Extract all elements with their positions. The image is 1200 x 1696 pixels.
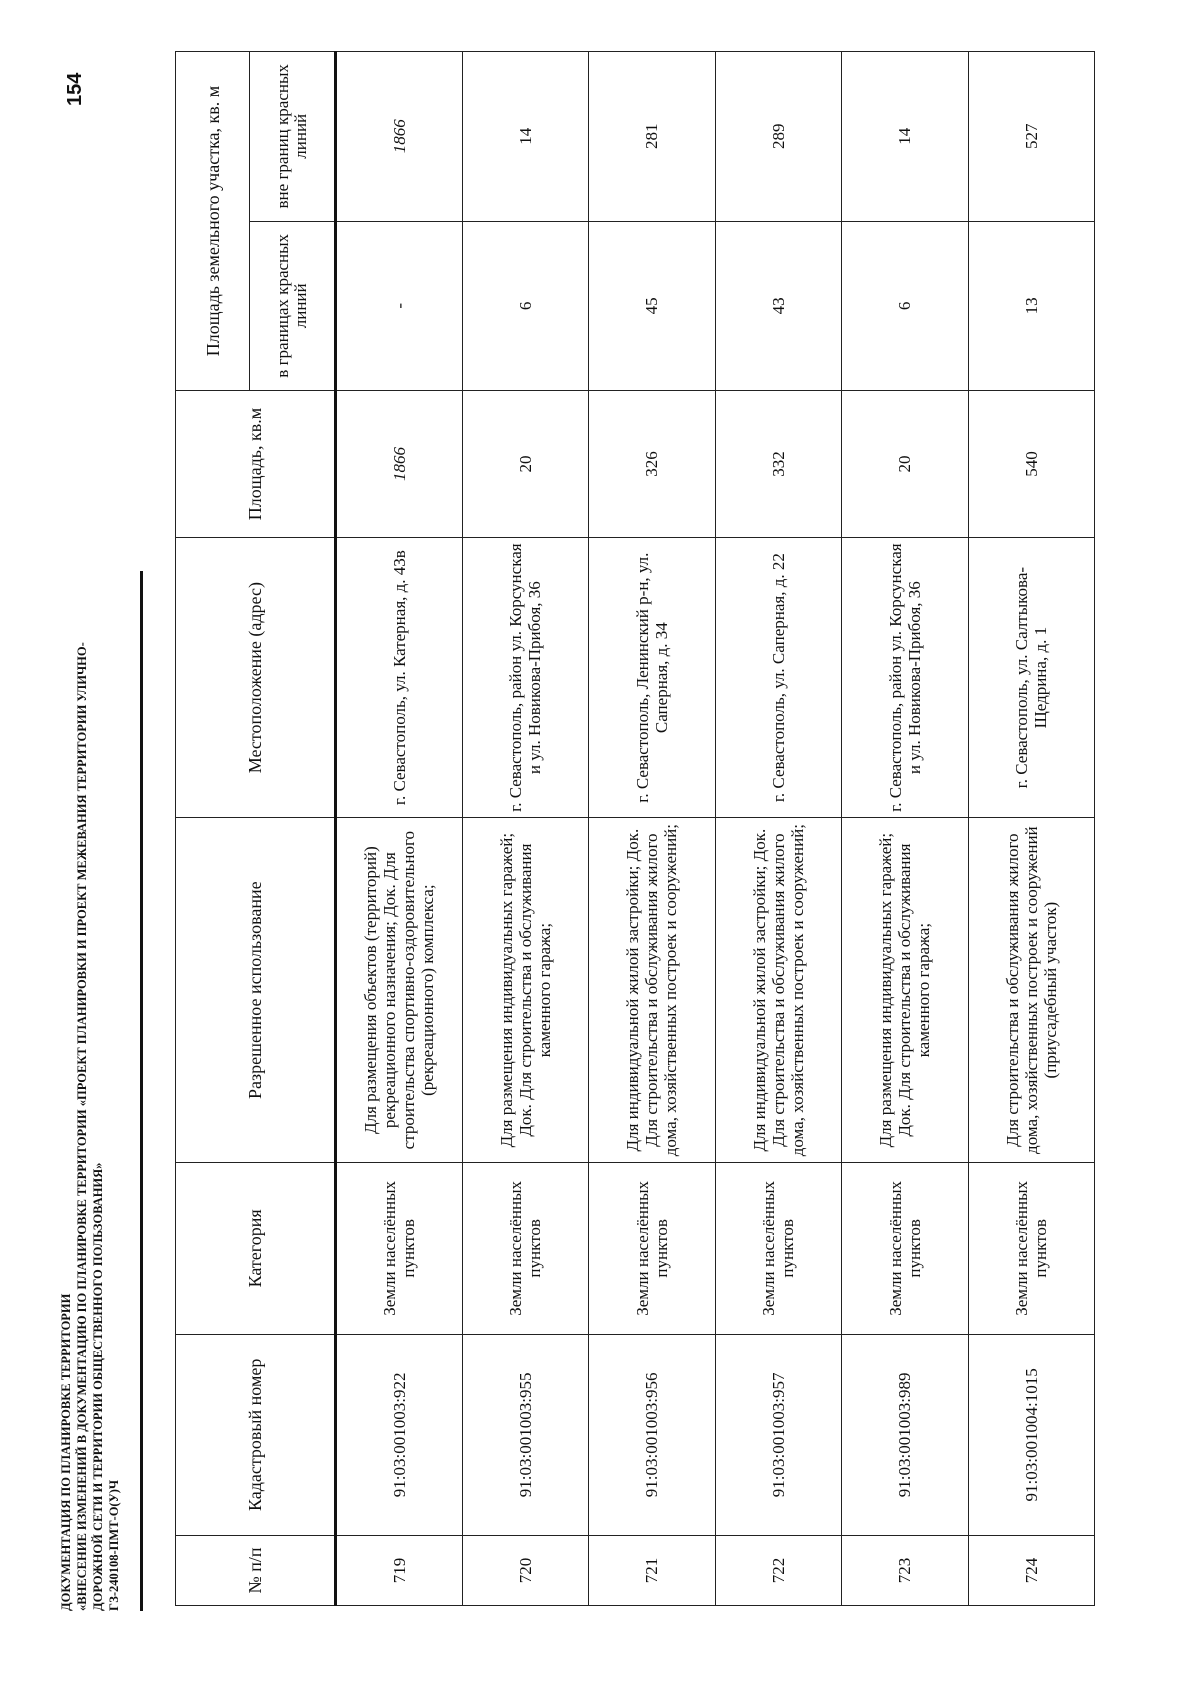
header-divider: [140, 571, 143, 1611]
cell-location: г. Севастополь, район ул. Корсунская и ул. Новикова-Прибоя, 36: [462, 538, 589, 818]
cell-outside: 289: [715, 52, 842, 222]
cell-area: 1866: [336, 391, 463, 538]
cell-outside: 14: [462, 52, 589, 222]
table-row: [336, 52, 463, 1606]
cell-category: Земли населённых пунктов: [715, 1162, 842, 1334]
header-area: Площадь, кв.м: [176, 391, 336, 538]
cell-category: Земли населённых пунктов: [842, 1162, 969, 1334]
cell-category: Земли населённых пунктов: [589, 1162, 716, 1334]
cell-location: г. Севастополь, Ленинский р-н, ул. Саперная, д. 34: [589, 538, 716, 818]
header-usage: Разрешенное использование: [176, 818, 336, 1163]
header-line: ДОРОЖНОЙ СЕТИ И ТЕРРИТОРИИ ОБЩЕСТВЕННОГО ПОЛЬЗОВАНИЯ»: [91, 1162, 105, 1611]
table-row: [462, 52, 589, 1606]
cell-category: Земли населённых пунктов: [336, 1162, 463, 1334]
cell-outside: 1866: [336, 52, 463, 222]
header-line: ГЗ-240108-ПМТ-О(У)Ч: [107, 1479, 121, 1611]
cell-location: г. Севастополь, ул. Катерная, д. 43в: [336, 538, 463, 818]
table-row: [715, 52, 842, 1606]
header-inside-red-lines: в границах красных линий: [250, 221, 336, 391]
cell-inside: 13: [968, 221, 1095, 391]
cell-area: 540: [968, 391, 1095, 538]
cell-area: 20: [842, 391, 969, 538]
cell-outside: 527: [968, 52, 1095, 222]
cell-cadastral: 91:03:001003:957: [715, 1334, 842, 1535]
header-category: Категория: [176, 1162, 336, 1334]
cell-usage: Для индивидуальной жилой застройки; Док. Для строительства и обслуживания жилого дома, хозяйственных построек и сооружений;: [589, 818, 716, 1163]
cell-category: Земли населённых пунктов: [968, 1162, 1095, 1334]
cell-cadastral: 91:03:001004:1015: [968, 1334, 1095, 1535]
land-plot-table: [175, 51, 1095, 1606]
cell-usage: Для размещения объектов (территорий) рекреационного назначения; Док. Для строительства спортивно-оздоровительного (рекреационного) комплекса;: [336, 818, 463, 1163]
cell-usage: Для строительства и обслуживания жилого дома, хозяйственных построек и сооружений (приусадебный участок): [968, 818, 1095, 1163]
page-number: 154: [64, 72, 86, 106]
cell-location: г. Севастополь, район ул. Корсунская и ул. Новикова-Прибоя, 36: [842, 538, 969, 818]
cell-usage: Для размещения индивидуальных гаражей; Док. Для строительства и обслуживания каменного гаража;: [462, 818, 589, 1163]
cell-outside: 14: [842, 52, 969, 222]
cell-num: 721: [589, 1535, 716, 1605]
table-row: [589, 52, 716, 1606]
cell-cadastral: 91:03:001003:922: [336, 1334, 463, 1535]
cell-category: Земли населённых пунктов: [462, 1162, 589, 1334]
table-row: [842, 52, 969, 1606]
cell-num: 723: [842, 1535, 969, 1605]
header-num: № п/п: [176, 1535, 336, 1605]
cell-cadastral: 91:03:001003:956: [589, 1334, 716, 1535]
header-line: «ВНЕСЕНИЕ ИЗМЕНЕНИЙ В ДОКУМЕНТАЦИЮ ПО ПЛАНИРОВКЕ ТЕРРИТОРИИ «ПРОЕКТ ПЛАНИРОВКИ И ПРОЕКТ МЕЖЕВАНИЯ ТЕРРИТОРИИ УЛИЧНО-: [75, 642, 89, 1611]
header-outside-red-lines: вне границ красных линий: [250, 52, 336, 222]
cell-cadastral: 91:03:001003:989: [842, 1334, 969, 1535]
cell-area: 326: [589, 391, 716, 538]
cell-usage: Для размещения индивидуальных гаражей; Док. Для строительства и обслуживания каменного гаража;: [842, 818, 969, 1163]
cell-inside: -: [336, 221, 463, 391]
cell-num: 722: [715, 1535, 842, 1605]
cell-inside: 43: [715, 221, 842, 391]
cell-usage: Для индивидуальной жилой застройки; Док. Для строительства и обслуживания жилого дома, хозяйственных построек и сооружений;: [715, 818, 842, 1163]
cell-num: 724: [968, 1535, 1095, 1605]
cell-num: 719: [336, 1535, 463, 1605]
cell-inside: 6: [462, 221, 589, 391]
header-location: Местоположение (адрес): [176, 538, 336, 818]
cell-cadastral: 91:03:001003:955: [462, 1334, 589, 1535]
table-row: [968, 52, 1095, 1606]
document-header: [58, 561, 122, 1611]
cell-inside: 45: [589, 221, 716, 391]
cell-area: 20: [462, 391, 589, 538]
header-line: ДОКУМЕНТАЦИЯ ПО ПЛАНИРОВКЕ ТЕРРИТОРИИ: [59, 1293, 73, 1611]
cell-num: 720: [462, 1535, 589, 1605]
cell-area: 332: [715, 391, 842, 538]
cell-inside: 6: [842, 221, 969, 391]
cell-location: г. Севастополь, ул. Саперная, д. 22: [715, 538, 842, 818]
cell-location: г. Севастополь, ул. Салтыкова-Щедрина, д. 1: [968, 538, 1095, 818]
header-cadastral: Кадастровый номер: [176, 1334, 336, 1535]
header-plot-area: Площадь земельного участка, кв. м: [176, 52, 250, 391]
cell-outside: 281: [589, 52, 716, 222]
